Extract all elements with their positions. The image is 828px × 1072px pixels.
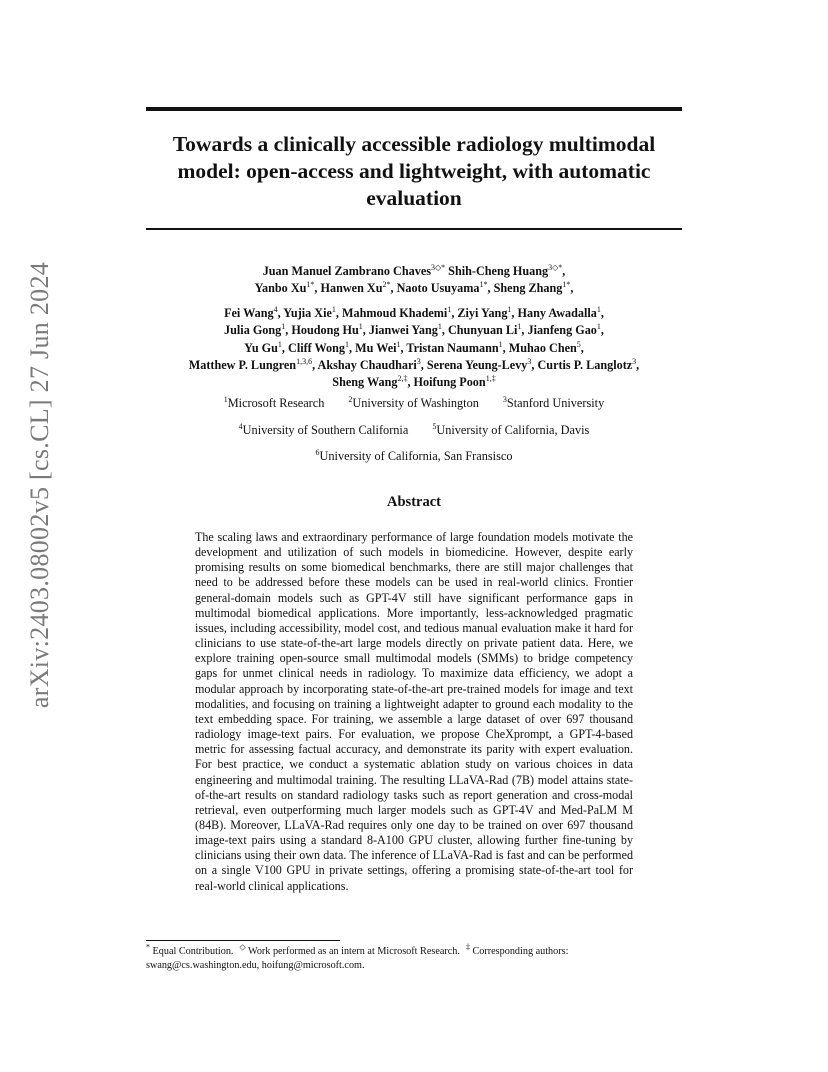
author-affiliation-marker: 1: [507, 304, 512, 314]
affiliation-name: Stanford University: [506, 396, 605, 410]
author-affiliation-marker: 3◇*: [430, 262, 446, 272]
affiliation-name: University of California, San Fransisco: [319, 449, 513, 463]
author-affiliation-marker: 1: [281, 322, 286, 332]
affiliations-row-2: [146, 423, 682, 438]
author-name: , Mahmoud Khademi: [335, 305, 448, 320]
author-name: Matthew P. Lungren: [188, 358, 297, 373]
author-name: ,: [580, 340, 584, 355]
author-name: , Hany Awadalla: [511, 305, 597, 320]
author-name: ,: [636, 358, 640, 373]
author-name: , Naoto Usuyama: [390, 281, 480, 296]
author-line: [146, 374, 682, 391]
author-affiliation-marker: 1*: [562, 280, 571, 290]
author-affiliation-marker: 1: [396, 339, 401, 349]
author-name: , Muhao Chen: [502, 340, 577, 355]
paper-title: [146, 131, 682, 212]
author-affiliation-marker: 1*: [479, 280, 488, 290]
author-name: , Hanwen Xu: [314, 281, 383, 296]
affiliation-marker: 6: [315, 447, 320, 457]
author-line: [146, 305, 682, 322]
corresponding-emails: swang@cs.washington.edu, hoifung@microsoft.com.: [146, 960, 365, 971]
footnote-line: [146, 942, 686, 959]
author-name: ,: [570, 281, 574, 296]
author-name: , Ziyi Yang: [451, 305, 508, 320]
affiliation-marker: 1: [223, 394, 228, 404]
author-name: , Jianwei Yang: [362, 323, 438, 338]
title-top-rule: [146, 107, 682, 111]
author-name: Fei Wang: [224, 305, 274, 320]
title-line: evaluation: [366, 186, 462, 210]
author-affiliation-marker: 1: [517, 322, 522, 332]
author-affiliation-marker: 1: [447, 304, 452, 314]
author-name: Julia Gong: [224, 323, 282, 338]
author-name: , Hoifung Poon: [407, 375, 486, 390]
author-affiliation-marker: 3: [632, 356, 637, 366]
affiliation-name: University of Southern California: [242, 423, 409, 437]
author-list: [146, 263, 682, 392]
footnote-rule: [146, 940, 340, 941]
author-name: , Mu Wei: [349, 340, 397, 355]
title-line: model: open-access and lightweight, with automatic: [177, 159, 651, 183]
author-name: Shih-Cheng Huang: [445, 264, 549, 278]
title-line: Towards a clinically accessible radiology multimodal: [172, 132, 656, 156]
author-name: ,: [600, 323, 604, 338]
affiliation-name: University of California, Davis: [436, 423, 590, 437]
author-name: , Akshay Chaudhari: [312, 358, 417, 373]
abstract-text: The scaling laws and extraordinary performance of large foundation models motivate the development and utilization of such models in biomedicine. However, despite early promising results on some biomedical benchmarks, there are still major challenges that need to be addressed before these models can be used in real-world clinics. Frontier general-domain models such as GPT-4V still have significant performance gaps in multimodal biomedical applications. More importantly, less-acknowledged pragmatic issues, including accessibility, model cost, and tedious manual evaluation make it hard for clinicians to use state-of-the-art large models directly on private patient data. Here, we explore training open-source small multimodal models (SMMs) to bridge competency gaps for unmet clinical needs in radiology. To maximize data efficiency, we adopt a modular approach by incorporating state-of-the-art pre-trained models for image and text modalities, and focusing on training a lightweight adapter to ground each modality to the text embedding space. For training, we assemble a large dataset of over 697 thousand radiology image-text pairs. For evaluation, we propose CheXprompt, a GPT-4-based metric for assessing factual accuracy, and demonstrate its parity with expert evaluation. For best practice, we conduct a systematic ablation study on various choices in data engineering and multimodal training. The resulting LLaVA-Rad (7B) model attains state-of-the-art results on standard radiology tasks such as report generation and cross-modal retrieval, even outperforming much larger models such as GPT-4V and Med-PaLM M (84B). Moreover, LLaVA-Rad requires only one day to be trained on over 697 thousand image-text pairs using a standard 8-A100 GPU cluster, allowing further fine-tuning by clinicians using their own data. The inference of LLaVA-Rad is fast and can be performed on a single V100 GPU in private settings, offering a promising state-of-the-art tool for real-world clinical applications.: [195, 530, 633, 893]
author-affiliation-marker: 3: [527, 356, 532, 366]
equal-contribution-text: Equal Contribution.: [152, 946, 234, 957]
author-affiliation-marker: 1: [596, 322, 601, 332]
author-affiliation-marker: 4: [273, 304, 278, 314]
author-name: , Sheng Zhang: [487, 281, 563, 296]
author-affiliation-marker: 2*: [382, 280, 391, 290]
author-line: [146, 322, 682, 339]
author-affiliation-marker: 1: [437, 322, 442, 332]
author-name: , Jianfeng Gao: [521, 323, 597, 338]
author-affiliation-marker: 1: [596, 304, 601, 314]
author-name: , Yujia Xie: [277, 305, 332, 320]
arxiv-identifier: arXiv:2403.08002v5 [cs.CL] 27 Jun 2024: [25, 261, 54, 709]
author-affiliation-marker: 1*: [306, 280, 315, 290]
author-name: ,: [562, 264, 566, 278]
author-name: Yanbo Xu: [254, 281, 307, 296]
author-name: Sheng Wang: [332, 375, 398, 390]
author-affiliation-marker: 3: [416, 356, 421, 366]
author-line: [146, 280, 682, 297]
author-name: Yu Gu: [244, 340, 278, 355]
author-affiliation-marker: 1: [498, 339, 503, 349]
author-affiliation-marker: 1: [358, 322, 363, 332]
author-group-gap: [146, 298, 682, 305]
author-name: , Serena Yeung-Levy: [420, 358, 528, 373]
author-name: , Curtis P. Langlotz: [531, 358, 633, 373]
affiliations-row-1: [146, 396, 682, 411]
affiliations-row-3: [146, 449, 682, 464]
author-name: , Chunyuan Li: [441, 323, 518, 338]
author-affiliation-marker: 1: [277, 339, 282, 349]
affiliation-marker: 3: [502, 394, 507, 404]
author-affiliation-marker: 5: [576, 339, 581, 349]
author-affiliation-marker: 3◇*: [548, 262, 563, 272]
author-line: [146, 340, 682, 357]
author-name: Juan Manuel Zambrano Chaves: [262, 264, 431, 278]
intern-mark: ◇: [239, 942, 246, 952]
author-name: , Houdong Hu: [285, 323, 359, 338]
author-name: , Cliff Wong: [281, 340, 346, 355]
title-bottom-rule: [146, 228, 682, 230]
footnote: [146, 942, 686, 973]
author-affiliation-marker: 1: [331, 304, 336, 314]
author-line: [146, 263, 682, 280]
intern-note-text: Work performed as an intern at Microsoft Research.: [248, 946, 460, 957]
corresponding-authors-text: Corresponding authors:: [472, 946, 569, 957]
author-affiliation-marker: 1,3,6: [296, 356, 313, 366]
abstract-heading: Abstract: [387, 494, 441, 510]
corresponding-mark: ‡: [465, 942, 470, 952]
arxiv-sidebar-stamp: [20, 261, 60, 709]
author-name: ,: [600, 305, 604, 320]
affiliation-name: Microsoft Research: [227, 396, 325, 410]
affiliation-marker: 4: [238, 421, 243, 431]
affiliation-marker: 2: [348, 394, 353, 404]
equal-contribution-mark: *: [146, 942, 150, 952]
author-name: , Tristan Naumann: [400, 340, 499, 355]
author-affiliation-marker: 2,‡: [397, 374, 408, 384]
author-affiliation-marker: 1,‡: [485, 374, 496, 384]
affiliation-marker: 5: [432, 421, 437, 431]
author-line: [146, 357, 682, 374]
author-affiliation-marker: 1: [345, 339, 350, 349]
affiliation-name: University of Washington: [352, 396, 479, 410]
